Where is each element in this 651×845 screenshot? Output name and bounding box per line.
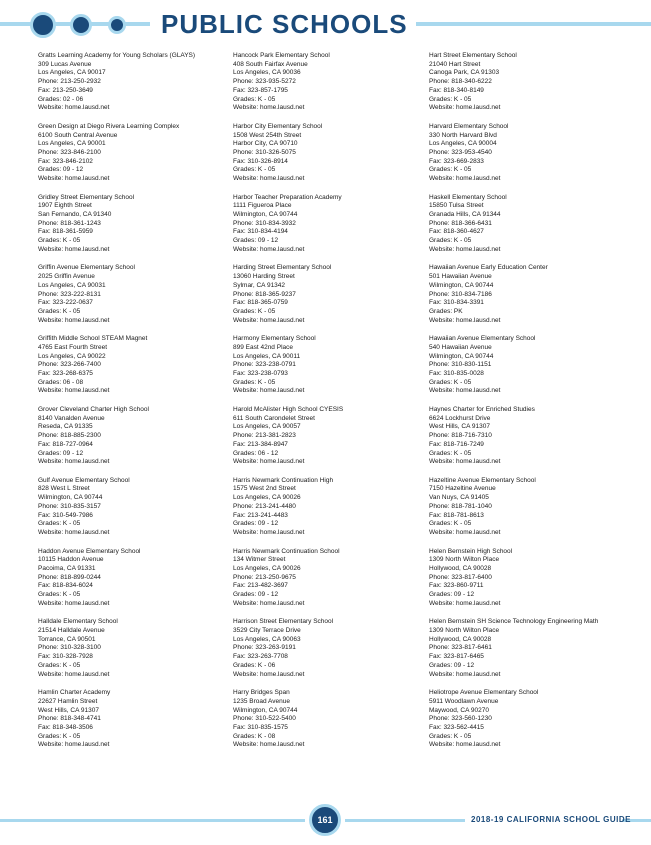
school-name: Harold McAlister High School CYESIS [233,405,344,413]
school-grades: Grades: K - 05 [233,378,276,386]
school-name: Haskell Elementary School [429,193,507,201]
school-grades: Grades: 09 - 12 [233,237,279,245]
school-website: Website: home.lausd.net [38,245,110,253]
school-phone: Phone: 323-238-0791 [233,361,296,369]
school-entry [38,477,228,548]
school-entry [429,52,619,123]
school-street: 6100 South Central Avenue [38,131,118,139]
school-street: 15850 Tulsa Street [429,202,484,210]
school-website: Website: home.lausd.net [429,599,501,607]
school-grades: Grades: 09 - 12 [38,449,84,457]
school-phone: Phone: 310-522-5400 [233,715,296,723]
school-street: 134 Witmer Street [233,556,286,564]
school-fax: Fax: 323-238-0793 [233,370,288,377]
school-grades: Grades: K - 05 [429,732,472,740]
footer-rule-left [0,819,305,822]
school-street: 5911 Woodlawn Avenue [429,697,499,705]
page-header [0,0,651,50]
school-city: Los Angeles, CA 90026 [233,564,301,572]
school-street: 6624 Lockhurst Drive [429,414,491,422]
school-grades: Grades: K - 05 [429,449,472,457]
school-city: Los Angeles, CA 90031 [38,281,106,289]
school-fax: Fax: 213-482-3697 [233,582,288,590]
school-phone: Phone: 310-326-5075 [233,148,296,156]
school-fax: Fax: 323-562-4415 [429,723,484,731]
school-name: Griffith Middle School STEAM Magnet [38,335,148,343]
school-street: 1907 Eighth Street [38,202,92,210]
school-street: 899 East 42nd Place [233,343,293,351]
school-street: 13060 Harding Street [233,273,295,281]
school-street: 1309 North Wilton Place [429,556,500,564]
school-grades: Grades: K - 05 [38,591,81,599]
school-phone: Phone: 323-263-9191 [233,644,296,652]
school-fax: Fax: 310-549-7986 [38,511,93,519]
school-grades: Grades: 09 - 12 [233,520,279,528]
school-name: Gridley Street Elementary School [38,193,135,201]
school-city: San Fernando, CA 91340 [38,211,112,218]
school-name: Hart Street Elementary School [429,52,517,59]
school-name: Harry Bridges Span [233,689,290,697]
school-phone: Phone: 323-846-2100 [38,148,101,156]
school-grades: Grades: 09 - 12 [429,661,475,669]
school-name: Gulf Avenue Elementary School [38,476,130,484]
school-grades: Grades: 09 - 12 [38,166,84,174]
school-website: Website: home.lausd.net [233,741,305,749]
school-fax: Fax: 310-328-7928 [38,653,93,661]
school-name: Hawaiian Avenue Elementary School [429,335,536,343]
school-grades: Grades: K - 05 [38,307,81,315]
school-phone: Phone: 310-830-1151 [429,361,492,369]
school-grades: Grades: K - 05 [233,166,276,174]
school-street: 1111 Figueroa Place [233,202,292,210]
school-name: Griffin Avenue Elementary School [38,264,135,272]
school-entry [429,618,619,689]
school-phone: Phone: 818-366-6431 [429,219,492,227]
school-phone: Phone: 818-716-7310 [429,432,492,440]
school-fax: Fax: 310-834-3391 [429,299,484,307]
school-city: West Hills, CA 91307 [429,423,490,431]
school-name: Green Design at Diego Rivera Learning Complex [38,122,180,130]
school-fax: Fax: 323-263-7708 [233,653,288,661]
school-name: Haynes Charter for Enriched Studies [429,405,535,413]
school-column-3 [429,52,619,760]
school-entry [429,335,619,406]
school-street: 330 North Harvard Blvd [429,131,497,139]
school-grades: Grades: K - 05 [38,237,81,245]
school-grades: Grades: 02 - 06 [38,95,84,103]
school-entry [38,52,228,123]
school-fax: Fax: 818-348-3506 [38,723,93,731]
school-grades: Grades: K - 05 [38,732,81,740]
school-entry [429,123,619,194]
school-fax: Fax: 818-340-8149 [429,86,484,94]
school-fax: Fax: 323-222-0637 [38,299,93,307]
school-phone: Phone: 213-250-2932 [38,78,101,86]
header-dot-icon [30,12,56,38]
school-entry [429,194,619,265]
school-city: Hollywood, CA 90028 [429,635,492,643]
school-fax: Fax: 323-860-9711 [429,582,484,590]
school-website: Website: home.lausd.net [233,104,305,112]
school-website: Website: home.lausd.net [38,387,110,395]
school-street: 2025 Griffin Avenue [38,273,95,281]
school-phone: Phone: 818-885-2300 [38,432,101,440]
school-entry [233,52,423,123]
school-city: Los Angeles, CA 90001 [38,140,106,148]
school-fax: Fax: 818-716-7249 [429,440,484,448]
school-phone: Phone: 818-361-1243 [38,219,101,227]
school-city: Torrance, CA 90501 [38,635,96,643]
school-grades: Grades: K - 05 [429,378,472,386]
school-city: Maywood, CA 90270 [429,706,489,714]
school-website: Website: home.lausd.net [429,104,501,112]
school-street: 1309 North Wilton Place [429,627,500,635]
school-city: Wilmington, CA 90744 [233,211,298,218]
school-phone: Phone: 310-835-3157 [38,502,101,510]
school-website: Website: home.lausd.net [38,316,110,324]
school-grades: Grades: 06 - 12 [233,449,279,457]
school-name: Harbor City Elementary School [233,122,323,130]
school-fax: Fax: 323-817-6465 [429,653,484,661]
school-name: Harrison Street Elementary School [233,618,334,626]
school-street: 611 South Carondelet Street [233,414,315,422]
school-fax: Fax: 310-835-1575 [233,723,288,731]
school-entry [233,689,423,760]
school-grades: Grades: K - 05 [38,520,81,528]
school-grades: Grades: PK [429,307,463,315]
school-city: Canoga Park, CA 91303 [429,69,500,77]
school-fax: Fax: 323-846-2102 [38,157,93,165]
school-website: Website: home.lausd.net [233,175,305,183]
school-website: Website: home.lausd.net [233,599,305,607]
school-website: Website: home.lausd.net [429,529,501,536]
school-phone: Phone: 323-817-6461 [429,644,492,652]
school-phone: Phone: 818-348-4741 [38,715,101,723]
school-phone: Phone: 310-328-3100 [38,644,101,652]
school-entry [233,123,423,194]
school-street: 309 Lucas Avenue [38,60,92,68]
school-name: Hancock Park Elementary School [233,52,330,59]
school-phone: Phone: 310-834-7186 [429,290,492,298]
school-column-2 [233,52,423,760]
school-city: Los Angeles, CA 90057 [233,423,301,431]
school-website: Website: home.lausd.net [38,599,110,607]
school-street: 7150 Hazeltine Avenue [429,485,496,493]
page-title: PUBLIC SCHOOLS [159,8,416,40]
school-website: Website: home.lausd.net [38,670,110,678]
school-website: Website: home.lausd.net [429,458,501,466]
school-entry [429,477,619,548]
school-grades: Grades: 06 - 08 [38,378,84,386]
school-city: Pacoima, CA 91331 [38,564,96,572]
school-entry [233,335,423,406]
school-grades: Grades: K - 05 [429,95,472,103]
school-fax: Fax: 310-834-4194 [233,228,288,236]
school-website: Website: home.lausd.net [38,741,110,749]
school-fax: Fax: 818-834-6024 [38,582,93,590]
school-website: Website: home.lausd.net [429,245,501,253]
school-fax: Fax: 323-268-6375 [38,370,93,377]
school-city: Los Angeles, CA 90022 [38,352,106,360]
school-street: 3529 City Terrace Drive [233,627,301,635]
school-entry [38,194,228,265]
school-website: Website: home.lausd.net [233,316,305,324]
school-website: Website: home.lausd.net [233,458,305,466]
school-street: 21040 Hart Street [429,60,481,68]
school-entry [233,548,423,619]
school-phone: Phone: 323-222-8131 [38,290,101,298]
school-grades: Grades: K - 06 [233,661,276,669]
school-name: Harvard Elementary School [429,122,509,130]
school-city: Wilmington, CA 90744 [429,352,494,360]
school-fax: Fax: 213-241-4483 [233,511,288,519]
school-website: Website: home.lausd.net [429,741,501,749]
school-name: Harding Street Elementary School [233,264,332,272]
school-grades: Grades: 09 - 12 [233,591,279,599]
school-street: 4765 East Fourth Street [38,343,108,351]
school-entry [233,406,423,477]
school-website: Website: home.lausd.net [38,104,110,112]
school-entry [233,194,423,265]
school-phone: Phone: 213-241-4480 [233,502,296,510]
school-website: Website: home.lausd.net [233,670,305,678]
school-phone: Phone: 323-935-5272 [233,78,296,86]
school-entry [38,335,228,406]
school-name: Harbor Teacher Preparation Academy [233,193,342,201]
school-grades: Grades: K - 08 [233,732,276,740]
school-city: Wilmington, CA 90744 [38,494,103,502]
school-fax: Fax: 818-361-5959 [38,228,93,236]
school-street: 1508 West 254th Street [233,131,302,139]
school-entry [38,264,228,335]
page-number: 161 [309,804,341,836]
school-grades: Grades: K - 05 [233,307,276,315]
school-name: Halldale Elementary School [38,618,118,626]
school-name: Hamlin Charter Academy [38,689,111,697]
school-grades: Grades: K - 05 [233,95,276,103]
school-city: Van Nuys, CA 91405 [429,494,489,502]
school-fax: Fax: 818-365-0759 [233,299,288,307]
school-name: Harris Newmark Continuation School [233,547,340,555]
school-fax: Fax: 818-360-4627 [429,228,484,236]
school-street: 501 Hawaiian Avenue [429,273,492,281]
school-city: Los Angeles, CA 90011 [233,352,301,360]
school-website: Website: home.lausd.net [38,458,110,466]
school-fax: Fax: 213-250-3649 [38,86,93,94]
school-grades: Grades: K - 05 [429,520,472,528]
header-dot-icon [108,16,126,34]
school-phone: Phone: 818-899-0244 [38,573,101,581]
school-city: West Hills, CA 91307 [38,706,99,714]
school-name: Haddon Avenue Elementary School [38,547,141,555]
header-dot-icon [70,14,92,36]
school-entry [429,689,619,760]
school-city: Los Angeles, CA 90026 [233,494,301,502]
school-grades: Grades: K - 05 [429,237,472,245]
school-city: Los Angeles, CA 90017 [38,69,106,77]
school-street: 21514 Halldale Avenue [38,627,105,635]
school-website: Website: home.lausd.net [429,316,501,324]
school-entry [233,618,423,689]
school-name: Helen Bernstein SH Science Technology Engineering Math [429,618,599,626]
school-city: Sylmar, CA 91342 [233,281,286,289]
school-fax: Fax: 818-781-8613 [429,511,484,519]
school-name: Hazeltine Avenue Elementary School [429,476,536,484]
school-street: 22627 Hamlin Street [38,697,98,705]
guide-title: 2018-19 CALIFORNIA SCHOOL GUIDE [471,815,631,824]
school-fax: Fax: 323-857-1795 [233,86,288,94]
school-phone: Phone: 818-340-6222 [429,78,492,86]
school-city: Harbor City, CA 90710 [233,140,298,148]
school-entry [38,689,228,760]
school-phone: Phone: 323-953-4540 [429,148,492,156]
school-street: 408 South Fairfax Avenue [233,60,308,68]
school-entry [233,477,423,548]
school-entry [38,548,228,619]
school-street: 828 West L Street [38,485,90,493]
school-city: Wilmington, CA 90744 [429,281,494,289]
school-entry [38,123,228,194]
school-street: 540 Hawaiian Avenue [429,343,492,351]
school-fax: Fax: 310-835-0028 [429,370,484,377]
school-website: Website: home.lausd.net [233,387,305,395]
school-street: 10115 Haddon Avenue [38,556,104,564]
school-name: Helen Bernstein High School [429,547,513,555]
school-street: 1575 West 2nd Street [233,485,296,493]
school-fax: Fax: 323-669-2833 [429,157,484,165]
school-website: Website: home.lausd.net [233,529,305,536]
school-entry [429,548,619,619]
school-entry [429,264,619,335]
school-column-1 [38,52,228,760]
school-city: Granada Hills, CA 91344 [429,211,501,218]
school-name: Harris Newmark Continuation High [233,476,334,484]
school-phone: Phone: 213-381-2823 [233,432,296,440]
school-website: Website: home.lausd.net [233,245,305,253]
school-street: 8140 Vanalden Avenue [38,414,105,422]
school-phone: Phone: 323-817-6400 [429,573,492,581]
school-phone: Phone: 818-365-9237 [233,290,296,298]
school-city: Los Angeles, CA 90004 [429,140,497,148]
school-name: Heliotrope Avenue Elementary School [429,689,539,697]
school-website: Website: home.lausd.net [429,175,501,183]
school-grades: Grades: 09 - 12 [429,591,475,599]
school-entry [429,406,619,477]
header-rule-middle [40,22,150,26]
school-phone: Phone: 323-560-1230 [429,715,492,723]
school-street: 1235 Broad Avenue [233,697,290,705]
school-phone: Phone: 323-266-7400 [38,361,101,369]
header-rule-right [380,22,651,26]
school-entry [233,264,423,335]
school-phone: Phone: 213-250-9675 [233,573,296,581]
school-city: Wilmington, CA 90744 [233,706,298,714]
school-city: Hollywood, CA 90028 [429,564,492,572]
school-phone: Phone: 310-834-3932 [233,219,296,227]
school-name: Gratts Learning Academy for Young Scholars (GLAYS) [38,52,196,59]
school-entry [38,406,228,477]
school-fax: Fax: 213-384-8947 [233,440,288,448]
school-phone: Phone: 818-781-1040 [429,502,492,510]
school-name: Harmony Elementary School [233,335,316,343]
school-entry [38,618,228,689]
school-city: Los Angeles, CA 90036 [233,69,301,77]
school-name: Hawaiian Avenue Early Education Center [429,264,548,272]
school-website: Website: home.lausd.net [429,670,501,678]
footer-rule-right [345,819,465,822]
school-grades: Grades: K - 05 [38,661,81,669]
school-city: Los Angeles, CA 90063 [233,635,301,643]
school-website: Website: home.lausd.net [429,387,501,395]
school-website: Website: home.lausd.net [38,175,110,183]
school-website: Website: home.lausd.net [38,529,110,536]
school-fax: Fax: 818-727-0964 [38,440,93,448]
school-fax: Fax: 310-326-8914 [233,157,288,165]
school-city: Reseda, CA 91335 [38,423,93,431]
school-name: Grover Cleveland Charter High School [38,405,149,413]
school-grades: Grades: K - 05 [429,166,472,174]
